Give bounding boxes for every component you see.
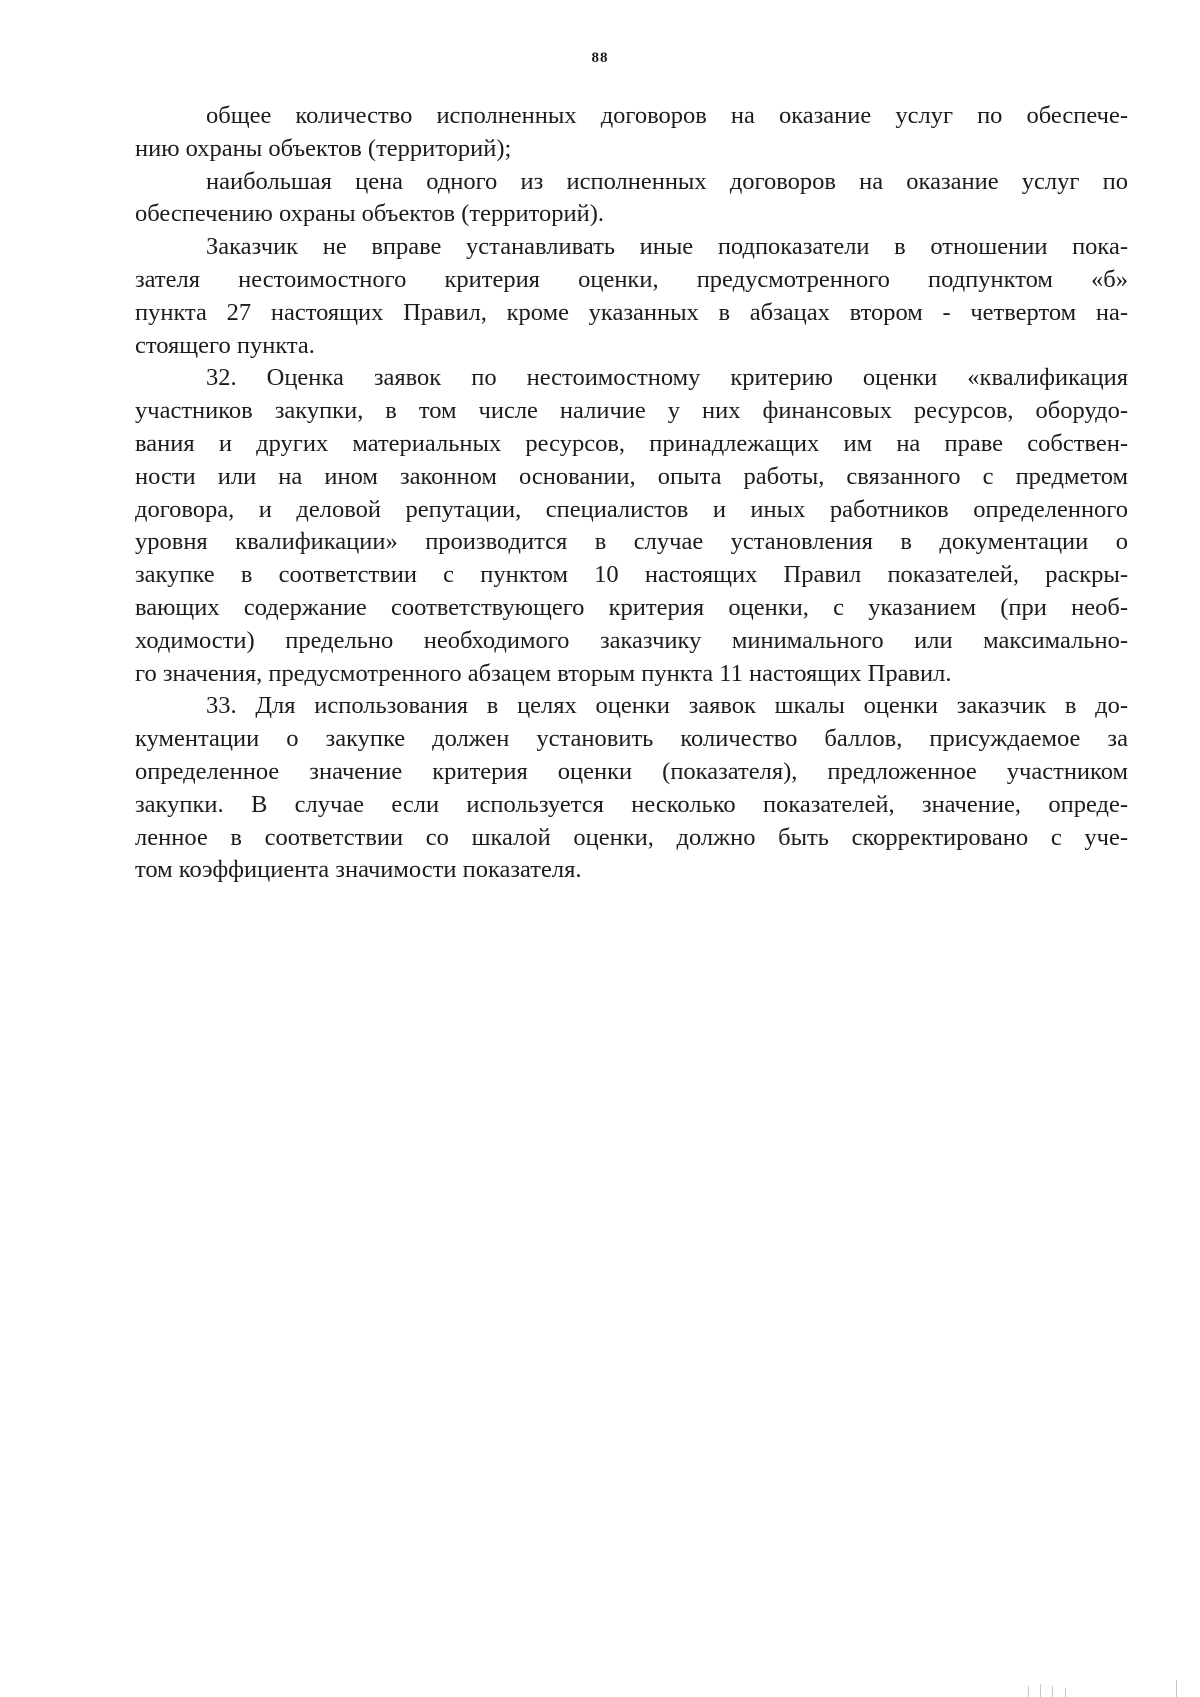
text-line: уровня квалификации» производится в случае установления в документации о (135, 528, 1128, 556)
text-line: общее количество исполненных договоров на оказание услуг по обеспече- (206, 102, 1128, 129)
text-line: договора, и деловой репутации, специалистов и иных работников определенного (135, 495, 1128, 523)
scan-artifact (1040, 1684, 1041, 1697)
text-line: закупки. В случае если используется несколько показателей, значение, опреде- (135, 790, 1128, 818)
text-line: вающих содержание соответствующего критерия оценки, с указанием (при необ- (135, 593, 1128, 621)
scan-artifact (1028, 1686, 1029, 1697)
text-line: го значения, предусмотренного абзацем вторым пункта 11 настоящих Правил. (135, 659, 952, 687)
text-line: вания и других материальных ресурсов, принадлежащих им на праве собствен- (135, 429, 1128, 457)
paragraph-1 (135, 100, 1128, 166)
text-line: пункта 27 настоящих Правил, кроме указанных в абзацах втором - четвертом на- (135, 298, 1128, 326)
text-line: наибольшая цена одного из исполненных договоров на оказание услуг по (206, 167, 1128, 195)
text-line: ленное в соответствии со шкалой оценки, должно быть скорректировано с уче- (135, 823, 1128, 851)
text-line: стоящего пункта. (135, 331, 315, 359)
text-line: 32. Оценка заявок по нестоимостному критерию оценки «квалификация (206, 364, 1128, 392)
text-line: определенное значение критерия оценки (показателя), предложенное участником (135, 757, 1128, 785)
body-text (135, 100, 1128, 887)
text-line: том коэффициента значимости показателя. (135, 856, 582, 884)
text-line: участников закупки, в том числе наличие у них финансовых ресурсов, оборудо- (135, 397, 1128, 425)
scan-artifact (1176, 1680, 1177, 1697)
text-line: зателя нестоимостного критерия оценки, предусмотренного подпунктом «б» (135, 265, 1128, 293)
text-line: Заказчик не вправе устанавливать иные подпоказатели в отношении пока- (206, 233, 1128, 261)
paragraph-32 (135, 362, 1128, 690)
text-line: нию охраны объектов (территорий); (135, 134, 512, 162)
text-line: ности или на ином законном основании, опыта работы, связанного с предметом (135, 462, 1128, 490)
text-line: ходимости) предельно необходимого заказчику минимального или максимально- (135, 626, 1128, 654)
text-line: закупке в соответствии с пунктом 10 настоящих Правил показателей, раскры- (135, 561, 1128, 589)
scan-artifact (1065, 1688, 1066, 1697)
page-number: 88 (591, 50, 609, 66)
scan-artifact (1052, 1686, 1053, 1697)
text-line: кументации о закупке должен установить количество баллов, присуждаемое за (135, 725, 1128, 753)
paragraph-33 (135, 690, 1128, 887)
paragraph-2 (135, 166, 1128, 232)
text-line: обеспечению охраны объектов (территорий). (135, 200, 604, 228)
text-line: 33. Для использования в целях оценки заявок шкалы оценки заказчик в до- (206, 692, 1128, 720)
paragraph-3 (135, 231, 1128, 362)
